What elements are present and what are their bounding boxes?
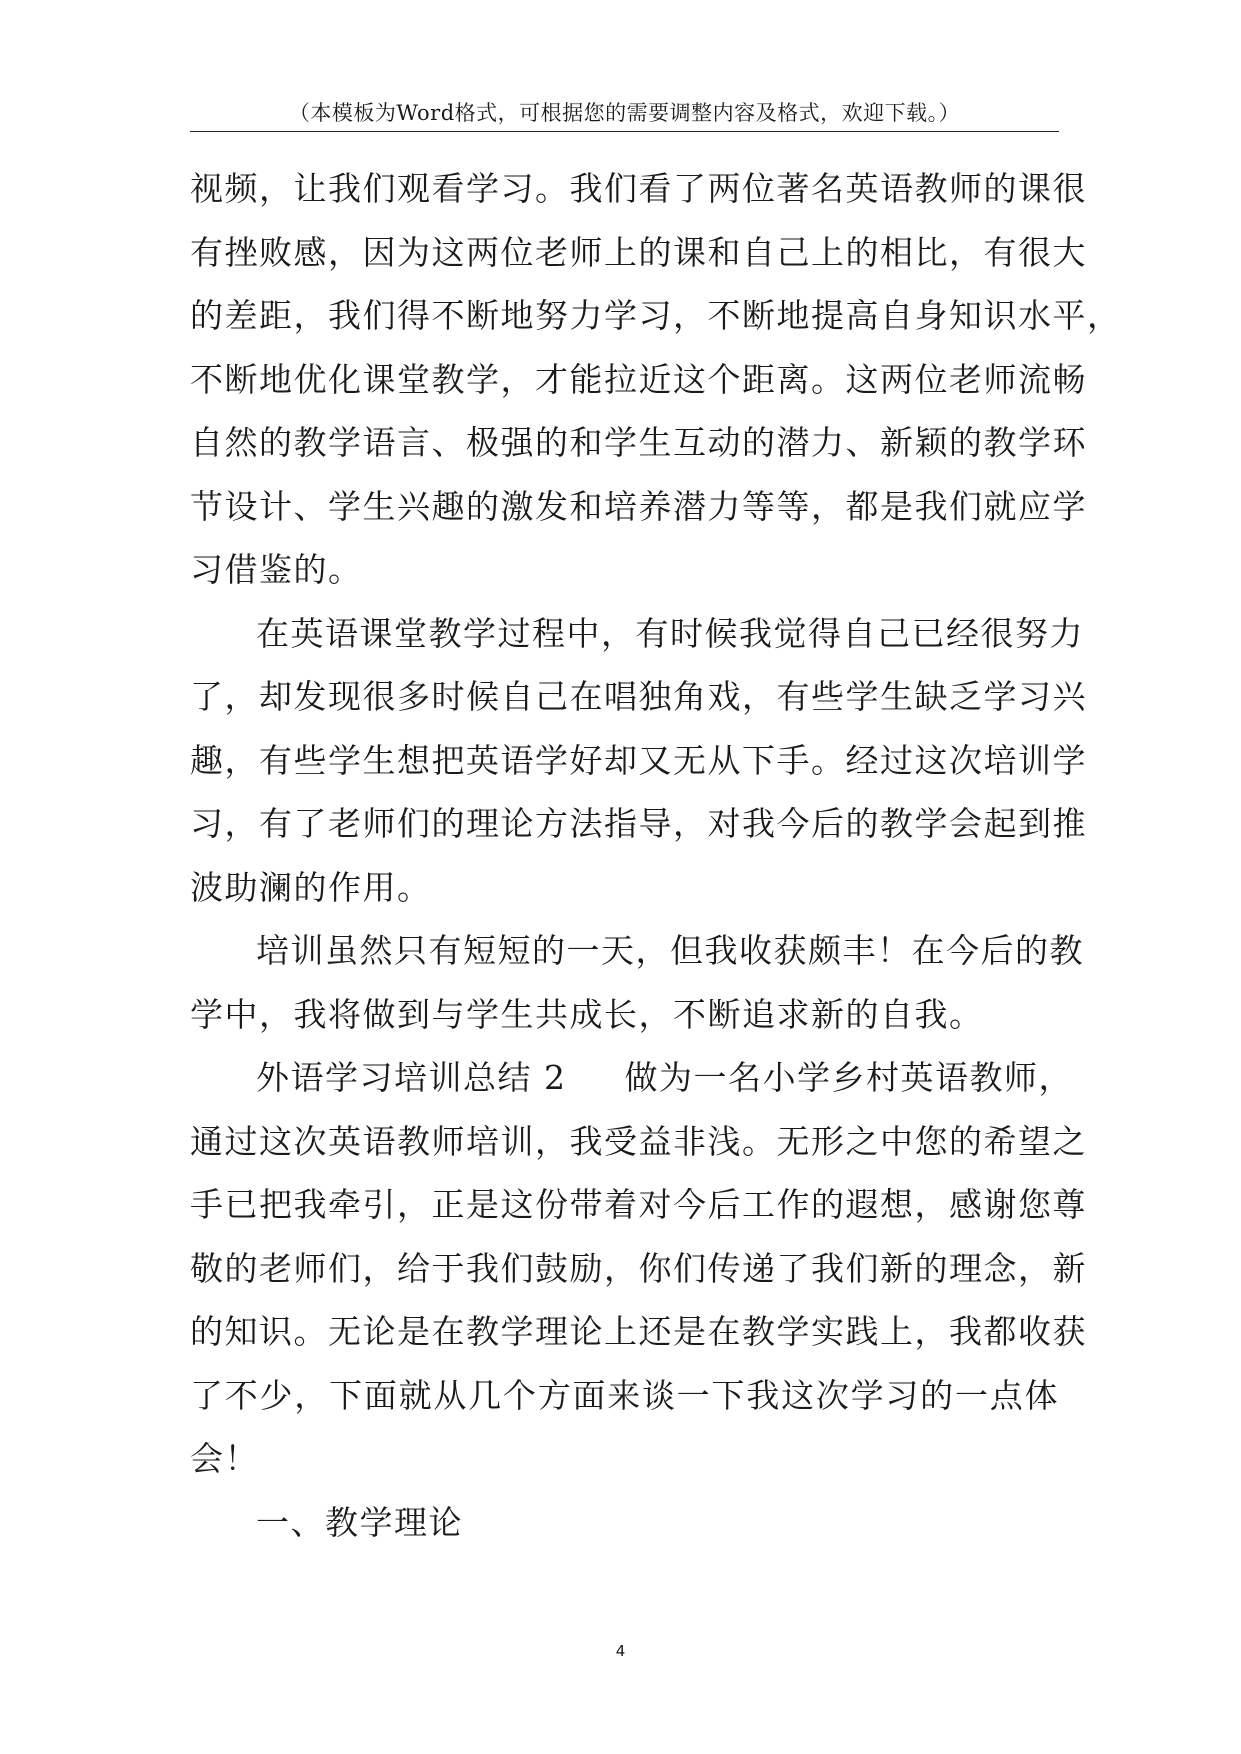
- text-line: 不断地优化课堂教学，才能拉近这个距离。这两位老师流畅: [190, 359, 1087, 399]
- text-line: 趣，有些学生想把英语学好却又无从下手。经过这次培训学: [190, 740, 1087, 780]
- text-line: 视频，让我们观看学习。我们看了两位著名英语教师的课很: [190, 169, 1087, 208]
- text-line: 自然的教学语言、极强的和学生互动的潜力、新颖的教学环: [190, 423, 1087, 462]
- page-number: 4: [615, 1642, 626, 1660]
- text-line: 节设计、学生兴趣的激发和培养潜力等等，都是我们就应学: [190, 486, 1087, 526]
- text-line: 了，却发现很多时候自己在唱独角戏，有些学生缺乏学习兴: [190, 677, 1087, 716]
- text-line-rest: 做为一名小学乡村英语教师，: [624, 1058, 1073, 1097]
- text-line: 学中，我将做到与学生共成长，不断追求新的自我。: [190, 994, 984, 1034]
- text-line: 有挫败感，因为这两位老师上的课和自己上的相比，有很大: [190, 232, 1087, 272]
- text-line: 通过这次英语教师培训，我受益非浅。无形之中您的希望之: [190, 1121, 1087, 1161]
- text-line: 的差距，我们得不断地努力学习，不断地提高自身知识水平，: [190, 296, 1122, 335]
- header-divider: [190, 131, 1059, 132]
- paragraph-2: [190, 602, 1087, 920]
- text-line: 了不少，下面就从几个方面来谈一下我这次学习的一点体: [190, 1375, 1059, 1415]
- subsection-heading: 一、教学理论: [256, 1502, 463, 1542]
- paragraph-5: [190, 1491, 1059, 1555]
- document-header-note: （本模板为Word格式，可根据您的需要调整内容及格式，欢迎下载。）: [288, 101, 961, 125]
- text-line: 敬的老师们，给于我们鼓励，你们传递了我们新的理念，新: [190, 1248, 1087, 1288]
- paragraph-1: [190, 157, 1122, 602]
- text-line: 手已把我牵引，正是这份带着对今后工作的遐想，感谢您尊: [190, 1185, 1087, 1224]
- text-line: 波助澜的作用。: [190, 867, 432, 907]
- text-line: 习，有了老师们的理论方法指导，对我今后的教学会起到推: [190, 804, 1087, 843]
- text-line: 习借鉴的。: [190, 550, 363, 589]
- text-line: 培训虽然只有短短的一天，但我收获颇丰！在今后的教: [256, 931, 1084, 970]
- paragraph-3: [190, 919, 1084, 1046]
- text-line: 在英语课堂教学过程中，有时候我觉得自己已经很努力: [256, 613, 1084, 653]
- paragraph-4: [190, 1046, 1087, 1491]
- section-title: 外语学习培训总结 2: [256, 1058, 567, 1097]
- section-heading-line: [190, 1046, 1073, 1110]
- text-line: 的知识。无论是在教学理论上还是在教学实践上，我都收获: [190, 1312, 1087, 1351]
- text-line: 会！: [190, 1439, 259, 1478]
- document-body: [190, 157, 1122, 1554]
